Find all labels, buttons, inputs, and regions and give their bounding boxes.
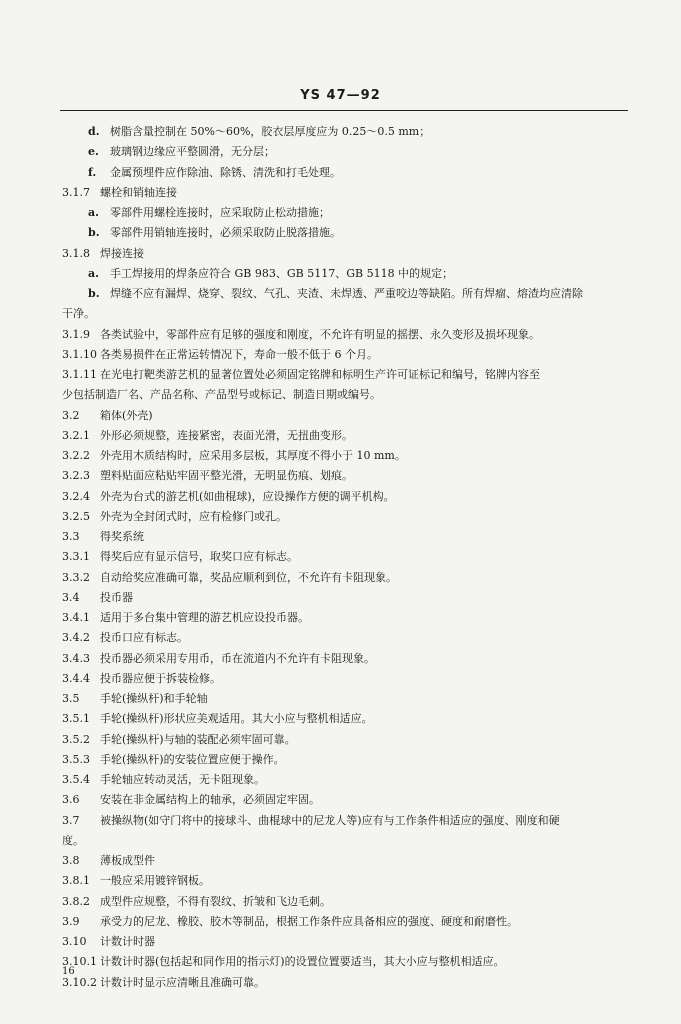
clause-text: 投币口应有标志。 [100,631,188,645]
text-line [62,671,628,686]
text-line [62,468,628,483]
text-line [62,853,628,868]
text-line [62,610,628,625]
clause-text: 得奖后应有显示信号，取奖口应有标志。 [100,550,298,564]
clause-number: 3.2.5 [62,509,90,523]
list-item-label: d. [88,125,100,138]
clause-text: 手轮(操纵杆)与轴的装配必须牢固可靠。 [100,732,296,746]
text-line [88,144,628,159]
text-line [62,327,628,342]
clause-text: 计数计时显示应清晰且准确可靠。 [100,975,265,989]
text-line [62,529,628,544]
clause-number: 3.5.3 [62,752,90,766]
clause-text: 手轮(操纵杆)的安装位置应便于操作。 [100,752,285,766]
text-line [62,590,628,605]
text-line [62,347,628,362]
clause-text: 度。 [62,833,84,847]
clause-text: 计数计时器(包括起和同作用的指示灯)的设置位置要适当，其大小应与整机相适应。 [100,955,505,969]
text-line [62,833,628,848]
text-line [88,124,628,139]
text-line [62,954,628,969]
text-line [62,570,628,585]
clause-number: 3.5 [62,692,80,705]
clause-number: 3.8.2 [62,894,90,908]
text-line [62,185,628,200]
text-line [62,792,628,807]
clause-number: 3.8.1 [62,874,90,888]
text-line [62,813,628,828]
text-line [62,630,628,645]
clause-text: 投币器应便于拆装检修。 [100,671,221,685]
clause-number: 3.1.9 [62,327,90,341]
clause-text: 被操纵物(如守门将中的接球斗、曲棍球中的尼龙人等)应有与工作条件相适应的强度、刚度和硬 [100,813,560,827]
text-line [88,165,628,180]
clause-number: 3.2.2 [62,449,90,462]
clause-number: 3.10.2 [62,975,97,989]
clause-text: 少包括制造厂名、产品名称、产品型号或标记、制造日期或编号。 [62,388,381,402]
text-line [62,732,628,747]
clause-text: 在光电打靶类游艺机的显著位置处必须固定铭牌和标明生产许可证标记和编号，铭牌内容至 [100,368,540,381]
clause-number: 3.5.1 [62,712,90,726]
clause-number: 3.2.1 [62,428,90,442]
clause-text: 计数计时器 [100,935,155,948]
clause-text: 外壳为全封闭式时，应有检修门或孔。 [100,509,287,523]
clause-text: 零部件用螺栓连接时，应采取防止松动措施； [110,206,330,219]
text-line [88,205,628,220]
clause-number: 3.1.7 [62,185,90,199]
clause-text: 螺栓和销轴连接 [100,185,177,199]
text-line [88,266,628,281]
clause-text: 手轮轴应转动灵活，无卡阻现象。 [100,773,265,786]
text-line [62,752,628,767]
clause-text: 零部件用销轴连接时，必须采取防止脱落措施。 [110,226,341,240]
list-item-label: b. [88,287,100,300]
clause-number: 3.9 [62,914,80,928]
text-line [62,387,628,402]
clause-number: 3.4.2 [62,631,90,645]
clause-number: 3.2.3 [62,469,90,483]
clause-text: 塑料贴面应粘贴牢固平整光滑，无明显伤痕、划痕。 [100,469,353,483]
clause-text: 树脂含量控制在 50%～60%，胶衣层厚度应为 0.25～0.5 mm； [110,125,431,138]
clause-text: 安装在非金属结构上的轴承，必须固定牢固。 [100,793,320,807]
clause-number: 3.4.1 [62,611,90,624]
page-number: 16 [62,966,75,977]
clause-text: 玻璃钢边缘应平整圆滑，无分层； [110,145,275,159]
list-item-label: b. [88,226,100,240]
clause-number: 3.10.1 [62,955,97,969]
clause-text: 箱体(外壳) [100,408,153,422]
clause-number: 3.4.4 [62,671,90,685]
text-line [62,428,628,443]
clause-text: 成型件应规整，不得有裂纹、折皱和飞边毛刺。 [100,894,331,908]
clause-number: 3.2.4 [62,489,90,503]
text-line [62,306,628,321]
clause-text: 手轮(操纵杆)形状应美观适用。其大小应与整机相适应。 [100,712,373,726]
text-line [62,246,628,261]
list-item-label: e. [88,145,99,159]
clause-number: 3.3.2 [62,570,90,584]
clause-text: 手工焊接用的焊条应符合 GB 983、GB 5117、GB 5118 中的规定； [110,266,454,280]
header-rule [60,110,628,111]
clause-text: 外壳用木质结构时，应采用多层板，其厚度不得小于 10 mm。 [100,449,406,462]
clause-number: 3.3.1 [62,550,90,564]
clause-text: 投币器必须采用专用币，币在流道内不允许有卡阻现象。 [100,651,375,665]
text-line [88,286,628,301]
text-line [62,448,628,463]
clause-text: 各类试验中，零部件应有足够的强度和刚度，不允许有明显的摇摆、永久变形及损坏现象。 [100,327,540,341]
clause-text: 得奖系统 [100,530,144,543]
clause-text: 自动给奖应准确可靠，奖品应顺利到位，不允许有卡阻现象。 [100,570,397,584]
clause-number: 3.8 [62,854,80,867]
text-line [62,873,628,888]
clause-number: 3.10 [62,935,87,948]
list-item-label: f. [88,165,97,179]
clause-text: 外形必须规整，连接紧密，表面光滑，无扭曲变形。 [100,428,353,442]
clause-number: 3.5.4 [62,773,90,786]
clause-number: 3.6 [62,793,80,807]
text-line [62,367,628,382]
text-line [62,914,628,929]
clause-text: 承受力的尼龙、橡胶、胶木等制品，根据工作条件应具备相应的强度、硬度和耐磨性。 [100,914,518,928]
clause-text: 薄板成型件 [100,854,155,867]
clause-number: 3.2 [62,408,80,422]
text-line [62,489,628,504]
clause-number: 3.3 [62,530,80,543]
clause-text: 适用于多台集中管理的游艺机应设投币器。 [100,611,309,624]
clause-text: 投币器 [100,590,133,604]
clause-text: 外壳为台式的游艺机(如曲棍球)，应设操作方便的调平机构。 [100,489,395,503]
clause-text: 各类易损件在正常运转情况下，寿命一般不低于 6 个月。 [100,347,378,361]
text-line [62,934,628,949]
clause-number: 3.1.8 [62,246,90,260]
text-line [62,408,628,423]
clause-text: 焊接连接 [100,246,144,260]
text-line [62,975,628,990]
text-line [62,772,628,787]
clause-number: 3.4.3 [62,651,90,665]
clause-number: 3.7 [62,813,80,827]
clause-number: 3.1.11 [62,368,97,381]
text-line [88,225,628,240]
text-line [62,711,628,726]
clause-text: 手轮(操纵杆)和手轮轴 [100,692,208,705]
standard-code-header: YS 47—92 [300,88,381,103]
clause-text: 焊缝不应有漏焊、烧穿、裂纹、气孔、夹渣、未焊透、严重咬边等缺陷。所有焊瘤、熔渣均应清除 [110,287,583,300]
text-line [62,509,628,524]
clause-number: 3.4 [62,590,80,604]
text-line [62,894,628,909]
clause-text: 一般应采用镀锌钢板。 [100,874,210,888]
list-item-label: a. [88,206,99,219]
clause-text: 干净。 [62,307,95,321]
clause-text: 金属预埋件应作除油、除锈、清洗和打毛处理。 [110,165,341,179]
list-item-label: a. [88,266,99,280]
text-line [62,549,628,564]
clause-number: 3.1.10 [62,347,97,361]
text-line [62,691,628,706]
text-line [62,651,628,666]
clause-number: 3.5.2 [62,732,90,746]
